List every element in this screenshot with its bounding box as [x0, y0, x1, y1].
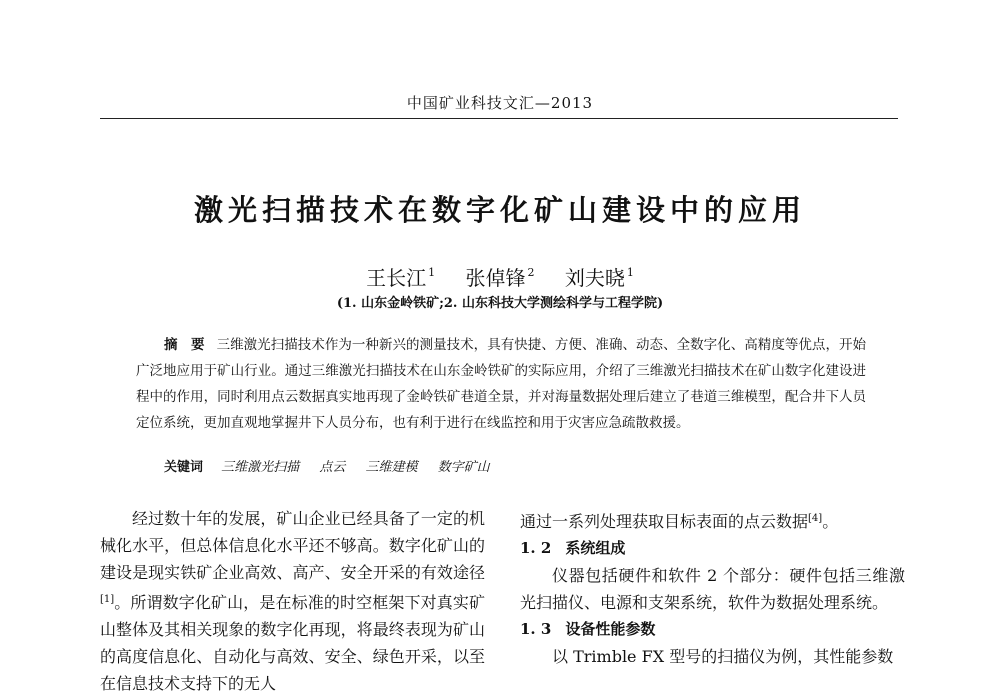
- author-name: 王长江: [366, 266, 427, 290]
- author-affil-mark: 1: [626, 266, 634, 279]
- section-number: 1. 3: [520, 620, 552, 638]
- author: [466, 266, 535, 290]
- section-title: 系统组成: [565, 539, 626, 557]
- citation: [1]: [100, 594, 115, 605]
- running-header: 中国矿业科技文汇—2013: [406, 94, 594, 112]
- author: [366, 266, 435, 290]
- author-affil-mark: 1: [428, 266, 436, 279]
- author-affil-mark: 2: [527, 266, 535, 279]
- section-title: 设备性能参数: [565, 620, 656, 638]
- paper-title: 激光扫描技术在数字化矿山建设中的应用: [193, 193, 806, 227]
- body-paragraph: 仪器包括硬件和软件 2 个部分：硬件包括三维激光扫描仪、电源和支架系统，软件为数据处理系统。: [520, 566, 905, 612]
- paragraph-text: 通过一系列处理获取目标表面的点云数据: [520, 512, 809, 531]
- abstract-label: 摘 要: [164, 337, 205, 353]
- section-number: 1. 2: [520, 539, 552, 557]
- author: [565, 266, 634, 290]
- keyword: 数字矿山: [437, 460, 490, 475]
- keyword: 三维激光扫描: [221, 460, 300, 475]
- paragraph-text: 。所谓数字化矿山，是在标准的时空框架下对真实矿山整体及其相关现象的数字化再现，将最终表现为矿山的高度信息化、自动化与高效、安全、绿色开采，以至在信息技术支持下的无人: [100, 593, 485, 693]
- abstract: [136, 332, 866, 436]
- author-name: 张倬锋: [465, 266, 526, 290]
- section-heading: [520, 616, 905, 643]
- body-paragraph: 以 Trimble FX 型号的扫描仪为例，其性能参数: [552, 647, 894, 666]
- header-rule: [100, 118, 898, 119]
- citation: [4]: [808, 513, 823, 524]
- abstract-text: 三维激光扫描技术作为一种新兴的测量技术，具有快捷、方便、准确、动态、全数字化、高精度等优点，开始广泛地应用于矿山行业。通过三维激光扫描技术在山东金岭铁矿的实际应用，介绍了三维激光扫描技术在矿山数字化建设进程中的作用，同时利用点云数据真实地再现了金岭铁矿巷道全景，并对海量数据处理后建立了巷道三维模型，配合井下人员定位系统，更加直观地掌握井下人员分布，也有利于进行在线监控和用于灾害应急疏散救援。: [136, 337, 867, 431]
- body-column-left: [100, 505, 485, 697]
- body-paragraph: [520, 505, 905, 535]
- author-list: [0, 262, 1000, 291]
- body-column-right: [520, 505, 905, 670]
- paragraph-text: 。: [822, 512, 839, 531]
- body-paragraph: [100, 505, 485, 697]
- keywords: [164, 456, 506, 475]
- affiliation: (1. 山东金岭铁矿;2. 山东科技大学测绘科学与工程学院): [336, 296, 664, 311]
- paragraph-text: 经过数十年的发展，矿山企业已经具备了一定的机械化水平，但总体信息化水平还不够高。数字化矿山的建设是现实铁矿企业高效、高产、安全开采的有效途径: [100, 509, 485, 582]
- keyword: 点云: [319, 460, 346, 475]
- author-name: 刘夫晓: [564, 266, 625, 290]
- section-heading: [520, 535, 905, 562]
- keywords-label: 关键词: [164, 460, 204, 475]
- keyword: 三维建模: [365, 460, 418, 475]
